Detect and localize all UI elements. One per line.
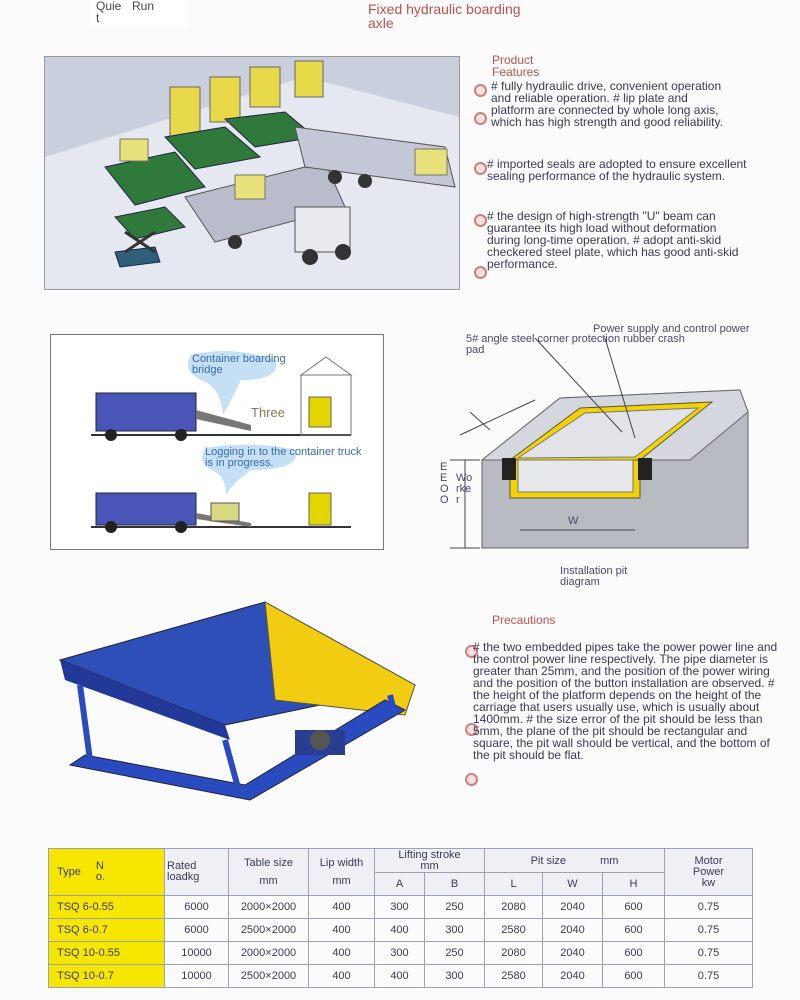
bullet-1-icon [474, 84, 487, 97]
run-label: Run [132, 0, 155, 13]
cell-a: 300 [375, 942, 425, 965]
quiet-label: Quie t [96, 0, 122, 25]
cell-h: 600 [603, 919, 665, 942]
cell-w: 2040 [543, 942, 603, 965]
bullet-3-icon [474, 162, 487, 175]
cell-h: 600 [603, 965, 665, 988]
cell-w: 2040 [543, 896, 603, 919]
header-motor: Motor Power kw [665, 849, 753, 896]
cell-type: TSQ 10-0.7 [49, 965, 165, 988]
header-pit: Pit size mm [485, 849, 665, 873]
header-b: B [425, 873, 485, 896]
cell-b: 250 [425, 942, 485, 965]
cell-h: 600 [603, 942, 665, 965]
warehouse-drawing [45, 57, 459, 289]
cell-power: 0.75 [665, 965, 753, 988]
cell-type: TSQ 10-0.55 [49, 942, 165, 965]
page-title: Fixed hydraulic boarding axle [368, 1, 521, 31]
cell-b: 300 [425, 965, 485, 988]
cell-table: 2000×2000 [229, 942, 309, 965]
cell-load: 10000 [165, 942, 229, 965]
table-row [49, 942, 753, 965]
cell-b: 250 [425, 896, 485, 919]
cell-power: 0.75 [665, 919, 753, 942]
feature-2: # imported seals are adopted to ensure excellent sealing performance of the hydraulic system. [487, 157, 747, 183]
spec-table-wrap [48, 848, 753, 988]
cell-a: 300 [375, 896, 425, 919]
cell-l: 2080 [485, 942, 543, 965]
side-letters: E E O O [440, 461, 449, 506]
corner-label: 5# angle steel corner protection rubber crash pad [466, 333, 685, 356]
pit-caption: Installation pit diagram [560, 565, 628, 588]
cell-l: 2580 [485, 965, 543, 988]
cell-type: TSQ 6-0.55 [49, 896, 165, 919]
spec-table [48, 848, 753, 988]
cell-w: 2040 [543, 965, 603, 988]
header-a: A [375, 873, 425, 896]
bullet-2-icon [474, 112, 487, 125]
bullet-5-icon [474, 266, 487, 279]
cell-b: 300 [425, 919, 485, 942]
cell-power: 0.75 [665, 896, 753, 919]
cell-l: 2080 [485, 896, 543, 919]
precautions-text: # the two embedded pipes take the power power line and the control power line respectively. The pipe diameter is greater than 25mm, and the position of the power wiring and the position of the button installation are observed. # the height of the platform depends on the height of the carriage that users usually use, which is usually about 1400mm. # the size error of the pit should be less than 5mm, the plane of the pit should be rectangular and square, the pit wall should be vertical, and the bottom of the pit should be flat. [473, 640, 778, 762]
cell-type: TSQ 6-0.7 [49, 919, 165, 942]
features-heading: Product Features [492, 53, 540, 79]
cell-h: 600 [603, 896, 665, 919]
cell-table: 2500×2000 [229, 965, 309, 988]
three-label: Three [251, 405, 285, 420]
bubble-2-text: Logging in to the container truck is in progress. [205, 446, 362, 469]
cell-l: 2580 [485, 919, 543, 942]
cell-load: 6000 [165, 919, 229, 942]
power-label: Power supply and control power [593, 323, 750, 335]
cell-a: 400 [375, 919, 425, 942]
header-lift: Lifting stroke mm [375, 849, 485, 873]
header-l: L [485, 873, 543, 896]
table-row [49, 965, 753, 988]
header-h: H [603, 873, 665, 896]
w-label: W [568, 515, 579, 527]
cell-lip: 400 [309, 896, 375, 919]
cell-a: 400 [375, 965, 425, 988]
cell-load: 10000 [165, 965, 229, 988]
header-rated: Rated loadkg [165, 849, 229, 896]
dock-leveler-drawing [40, 590, 430, 820]
cell-lip: 400 [309, 965, 375, 988]
cell-lip: 400 [309, 919, 375, 942]
bullet-4-icon [474, 214, 487, 227]
header-lip: Lip width mm [309, 849, 375, 896]
cell-load: 6000 [165, 896, 229, 919]
cell-power: 0.75 [665, 942, 753, 965]
cell-w: 2040 [543, 919, 603, 942]
worker-label: Wo rke r [456, 472, 473, 506]
header-type: Type N o. [49, 849, 165, 896]
cell-table: 2000×2000 [229, 896, 309, 919]
header-w: W [543, 873, 603, 896]
bullet-8-icon [465, 773, 478, 786]
cell-lip: 400 [309, 942, 375, 965]
feature-1: # fully hydraulic drive, convenient operation and reliable operation. # lip plate and platform are connected by whole long axis, which has high strength and good reliability. [491, 79, 723, 129]
bubble-1-text: Container boarding bridge [192, 353, 286, 376]
warehouse-illustration [44, 56, 460, 290]
precautions-heading: Precautions [492, 613, 556, 627]
table-row [49, 919, 753, 942]
cell-table: 2500×2000 [229, 919, 309, 942]
feature-3: # the design of high-strength "U" beam can guarantee its high load without deformation during long-time operation. # adopt anti-skid checkered steel plate, which has good anti-skid performance. [487, 209, 739, 271]
header-table-size: Table size mm [229, 849, 309, 896]
table-row [49, 896, 753, 919]
dock-leveler-image [40, 590, 430, 820]
